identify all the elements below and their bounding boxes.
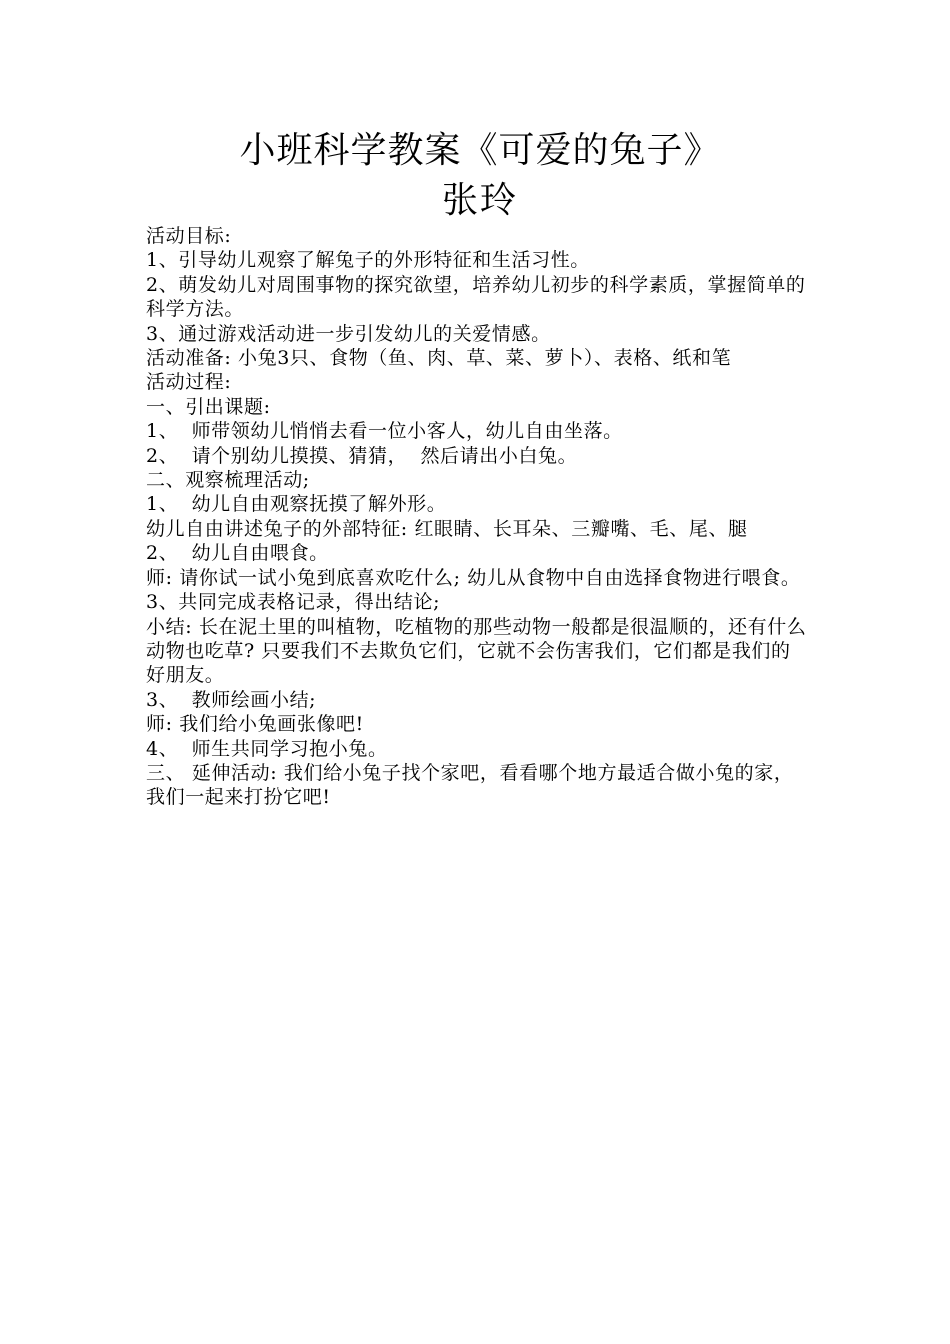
document-author: 张玲 (441, 180, 518, 221)
process-part-2-step-3: 3、共同完成表格记录，得出结论; (146, 591, 441, 614)
goal-item-2: 2、萌发幼儿对周围事物的探究欲望，培养幼儿初步的科学素质，掌握简单的科学方法。 (146, 273, 806, 321)
extension-activity: 三、 延伸活动: 我们给小兔子找个家吧，看看哪个地方最适合做小兔的家，我们一起来打扮它吧! (146, 761, 794, 809)
process-part-1-step-1: 1、 师带领幼儿悄悄去看一位小客人，幼儿自由坐落。 (146, 420, 623, 443)
process-part-1-heading: 一、引出课题: (146, 395, 271, 418)
section-heading-goals: 活动目标: (146, 225, 232, 247)
summary-paragraph: 小结: 长在泥土里的叫植物，吃植物的那些动物一般都是很温顺的，还有什么动物也吃草? 只要我们不去欺负它们，它就不会伤害我们，它们都是我们的好朋友。 (146, 615, 807, 687)
goal-item-1: 1、引导幼儿观察了解兔子的外形特征和生活习性。 (146, 249, 590, 272)
document-title: 小班科学教案《可爱的兔子》 (239, 130, 721, 171)
process-part-2-step-1: 1、 幼儿自由观察抚摸了解外形。 (146, 493, 447, 516)
process-part-1-step-2: 2、 请个别幼儿摸摸、猜猜， 然后请出小白兔。 (146, 444, 578, 467)
document-body (146, 224, 810, 810)
process-part-2-step-3b: 3、 教师绘画小结; (146, 688, 317, 711)
features-description: 幼儿自由讲述兔子的外部特征: 红眼睛、长耳朵、三瓣嘴、毛、尾、腿 (146, 517, 748, 540)
teacher-feeding-prompt: 师: 请你试一试小兔到底喜欢吃什么; 幼儿从食物中自由选择食物进行喂食。 (146, 566, 801, 589)
preparation-line: 活动准备: 小兔3只、食物（鱼、肉、草、菜、萝卜）、表格、纸和笔 (146, 347, 732, 370)
process-part-2-step-2: 2、 幼儿自由喂食。 (146, 542, 329, 565)
process-part-2-heading: 二、观察梳理活动; (146, 469, 310, 492)
goal-item-3: 3、通过游戏活动进一步引发幼儿的关爱情感。 (146, 322, 551, 345)
teacher-drawing-prompt: 师: 我们给小兔画张像吧! (146, 713, 364, 736)
process-part-2-step-4: 4、 师生共同学习抱小兔。 (146, 737, 388, 760)
section-heading-process: 活动过程: (146, 371, 232, 394)
